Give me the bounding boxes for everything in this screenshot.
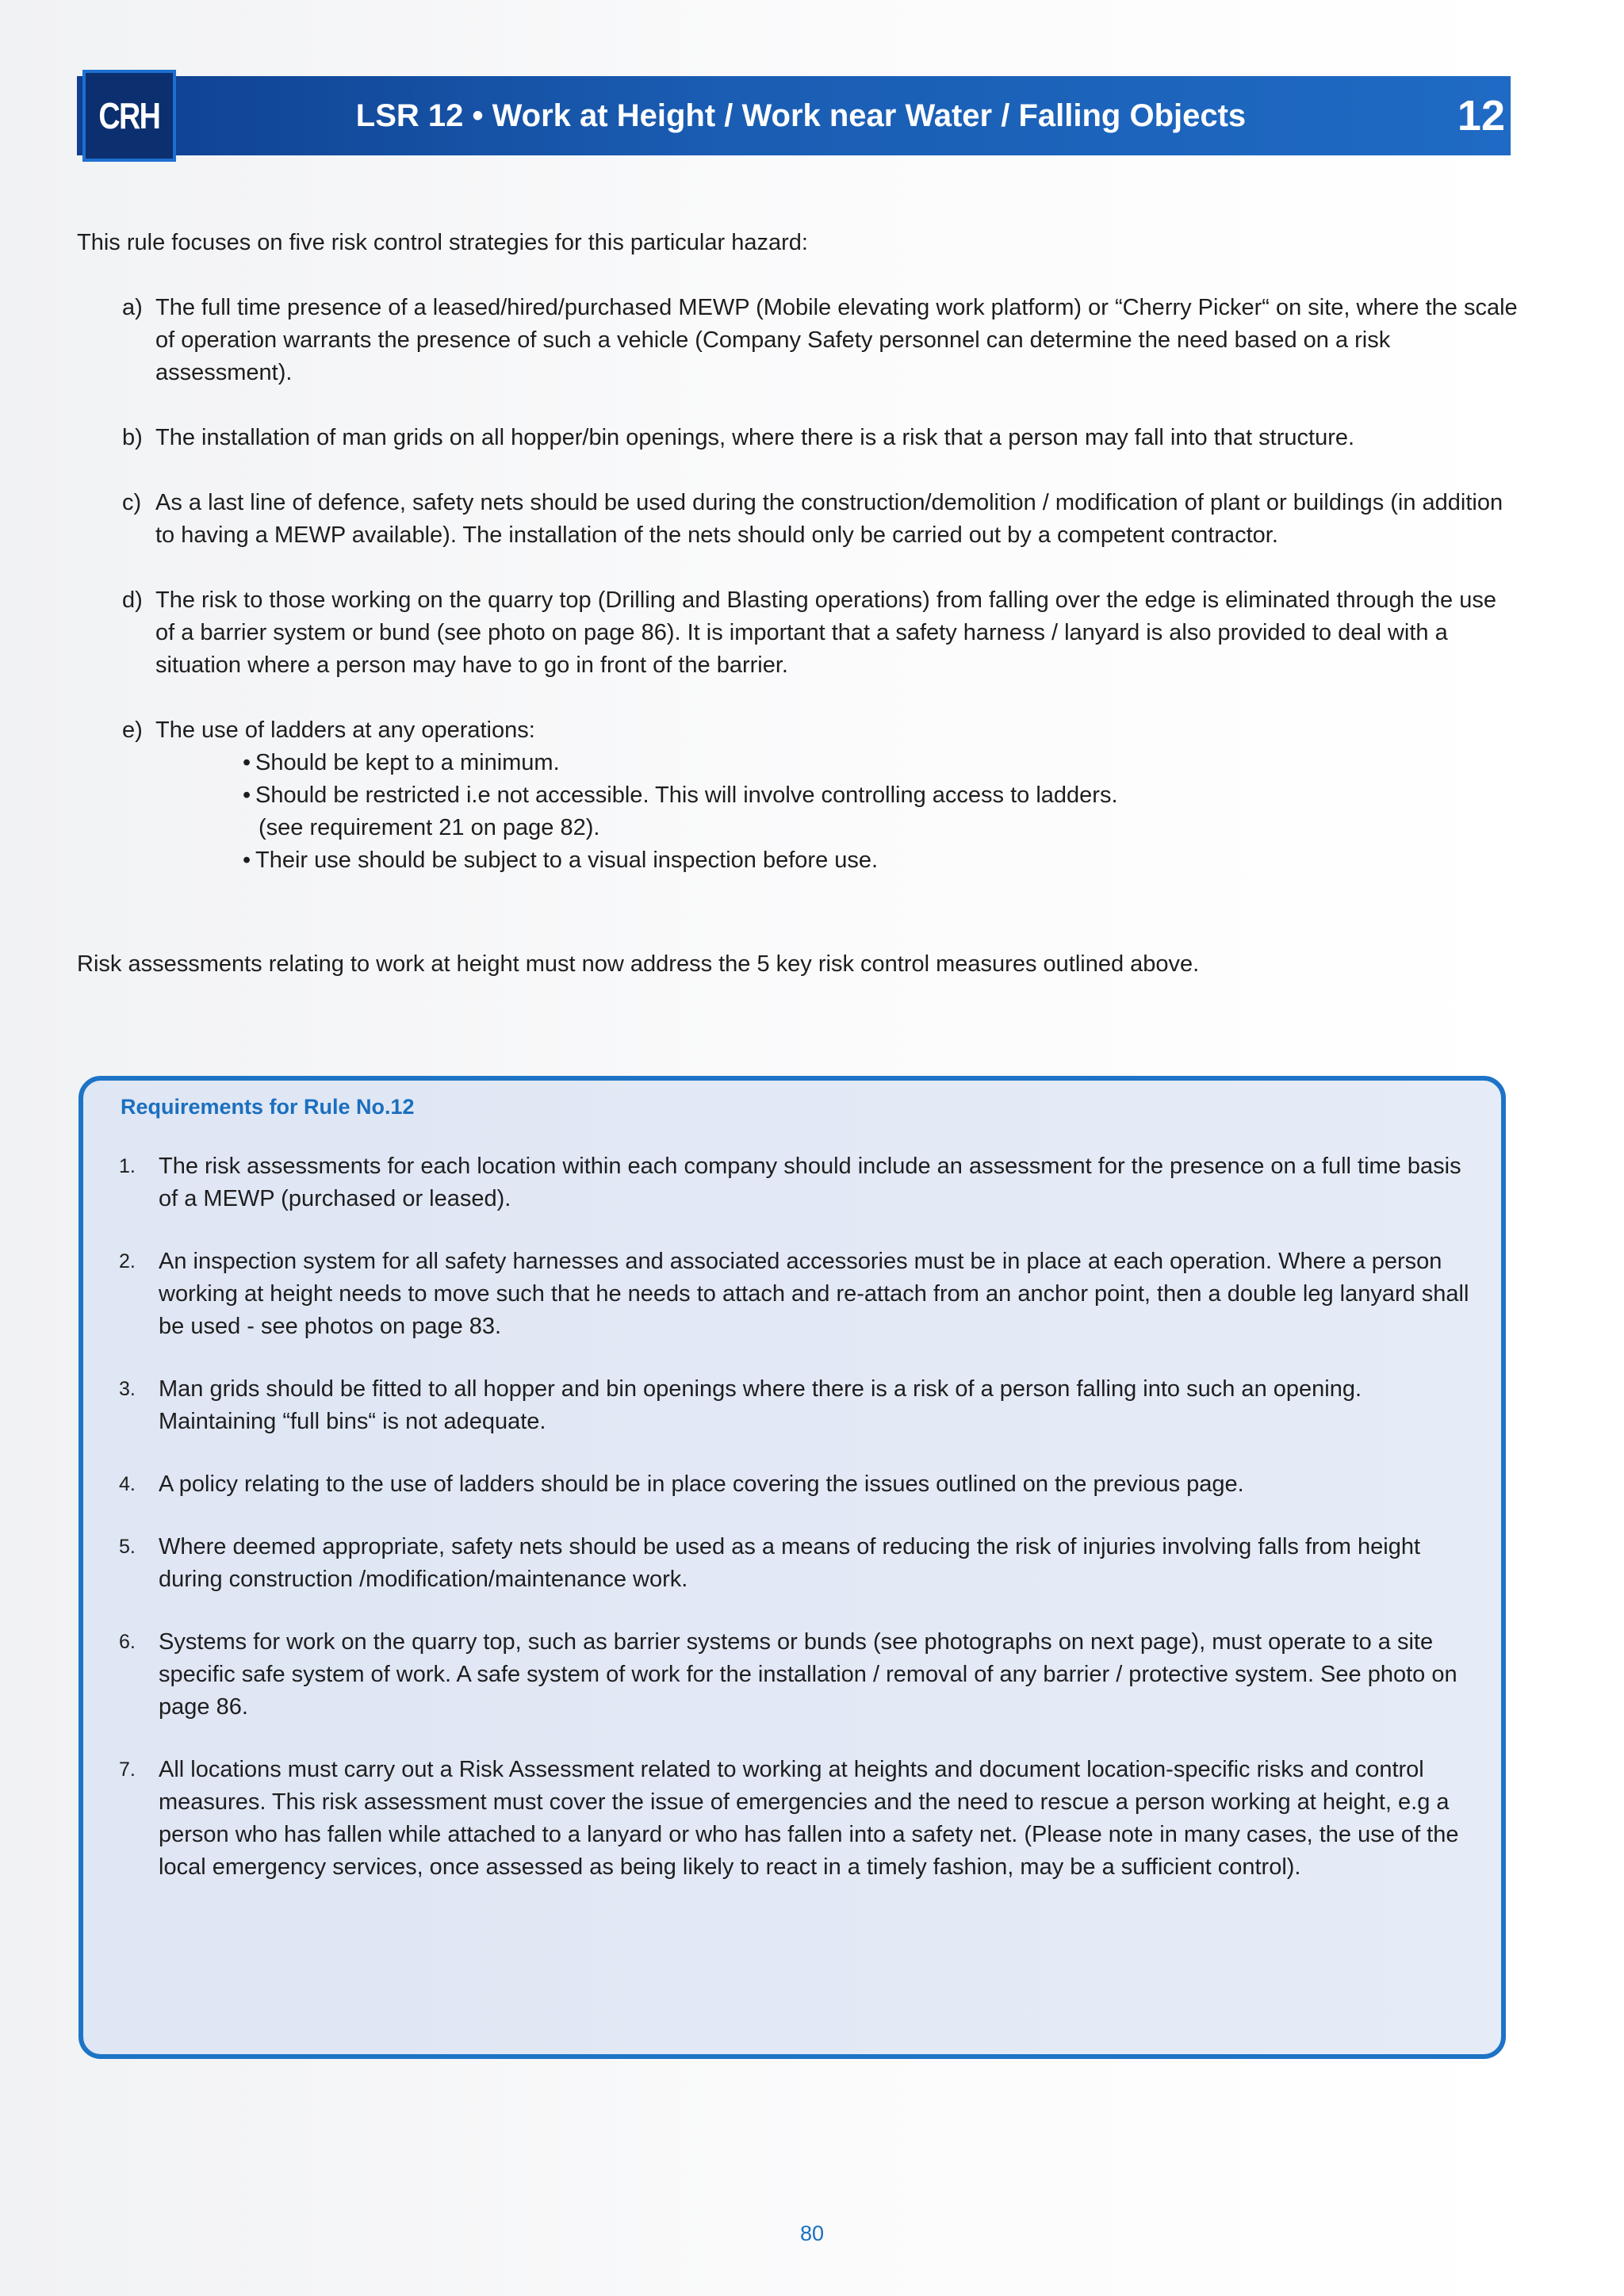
requirement-item: [119, 1626, 1475, 1724]
requirement-text: Man grids should be fitted to all hopper and bin openings where there is a risk of a person falling into such an opening. Maintaining “full bins“ is not adequate.: [159, 1376, 1362, 1434]
item-label: b): [122, 425, 143, 450]
requirement-text: All locations must carry out a Risk Assessment related to working at heights and document location-specific risks and control measures. This risk assessment must cover the issue of emergencies and the need to rescue a person working at height, e.g a person who has fallen while attached to a lanyard or who has fallen into a safety net. (Please note in many cases, the use of the local emergency services, once assessed as being likely to react in a timely fashion, may be a sufficient control).: [159, 1757, 1459, 1880]
requirement-item: [119, 1468, 1475, 1501]
requirement-text: Where deemed appropriate, safety nets should be used as a means of reducing the risk of injuries involving falls from height during construction /modification/maintenance work.: [159, 1534, 1421, 1592]
bullet-text: Their use should be subject to a visual inspection before use.: [255, 848, 879, 873]
strategies-list: [122, 292, 1518, 909]
page-title: LSR 12 • Work at Height / Work near Water / Falling Objects: [355, 98, 1247, 133]
page-number: 80: [799, 2221, 825, 2245]
item-label: c): [122, 490, 142, 515]
item-text: The full time presence of a leased/hired/purchased MEWP (Mobile elevating work platform) or “Cherry Picker“ on site, where the scale of operation warrants the presence of such a vehicle (Company Safety personnel can determine the need based on a risk assessment).: [155, 295, 1518, 385]
requirements-title: Requirements for Rule No.12: [121, 1095, 415, 1119]
item-text: As a last line of defence, safety nets should be used during the construction/demolition / modification of plant or buildings (in addition to having a MEWP available). The installation of the nets should only be carried out by a competent contractor.: [155, 490, 1503, 548]
item-label: a): [122, 295, 143, 320]
requirement-text: Systems for work on the quarry top, such as barrier systems or bunds (see photographs on next page), must operate to a site specific safe system of work. A safe system of work for the installation / removal of any barrier / protective system. See photo on page 86.: [159, 1629, 1457, 1720]
requirements-list: [119, 1150, 1475, 1914]
requirement-number: 1.: [119, 1155, 136, 1177]
requirement-item: [119, 1754, 1475, 1884]
requirement-item: [119, 1373, 1475, 1438]
item-text: The use of ladders at any operations:: [155, 718, 535, 743]
item-text: The risk to those working on the quarry top (Drilling and Blasting operations) from falling over the edge is eliminated through the use of a barrier system or bund (see photo on page 86). It is important that a safety harness / lanyard is also provided to deal with a situation where a person may have to go in front of the barrier.: [155, 587, 1496, 678]
bullet-icon: •: [243, 783, 251, 808]
requirement-number: 7.: [119, 1758, 136, 1781]
requirement-number: 6.: [119, 1631, 136, 1653]
list-item: [122, 487, 1518, 552]
closing-paragraph: Risk assessments relating to work at height must now address the 5 key risk control measures outlined above.: [77, 951, 1200, 977]
item-label: d): [122, 587, 143, 613]
bullet-item: [243, 779, 1518, 844]
requirement-text: The risk assessments for each location within each company should include an assessment for the presence on a full time basis of a MEWP (purchased or leased).: [159, 1154, 1461, 1211]
bullet-item: [243, 844, 1518, 877]
crh-logo: [82, 70, 176, 162]
item-text: The installation of man grids on all hopper/bin openings, where there is a risk that a person may fall into that structure.: [155, 425, 1355, 450]
requirement-number: 5.: [119, 1536, 136, 1558]
bullet-text: Should be restricted i.e not accessible. This will involve controlling access to ladders.: [255, 783, 1118, 808]
list-item: [122, 584, 1518, 682]
requirement-text: An inspection system for all safety harnesses and associated accessories must be in place at each operation. Where a person working at height needs to move such that he needs to attach and re-attach from an anchor point, then a double leg lanyard shall be used - see photos on page 83.: [159, 1249, 1469, 1339]
list-item: [122, 292, 1518, 389]
requirement-number: 4.: [119, 1473, 136, 1495]
item-body: [155, 714, 1518, 877]
requirements-box: [79, 1076, 1506, 2059]
requirement-number: 2.: [119, 1250, 136, 1272]
requirement-text: A policy relating to the use of ladders should be in place covering the issues outlined on the previous page.: [159, 1471, 1244, 1497]
requirement-item: [119, 1150, 1475, 1215]
requirement-number: 3.: [119, 1378, 136, 1400]
bullet-item: [243, 747, 1518, 779]
bullet-text: Should be kept to a minimum.: [255, 750, 560, 775]
bullet-icon: •: [243, 750, 251, 775]
list-item-ladders: [122, 714, 1518, 877]
bullet-icon: •: [243, 848, 251, 873]
intro-paragraph: This rule focuses on five risk control strategies for this particular hazard:: [77, 230, 808, 255]
logo-text: CRH: [98, 95, 160, 136]
rule-number: 12: [1457, 92, 1505, 140]
item-label: e): [122, 718, 143, 743]
requirement-item: [119, 1246, 1475, 1343]
requirement-item: [119, 1531, 1475, 1596]
bullet-subtext: (see requirement 21 on page 82).: [259, 815, 600, 840]
bullet-list: [155, 747, 1518, 877]
list-item: [122, 422, 1518, 454]
